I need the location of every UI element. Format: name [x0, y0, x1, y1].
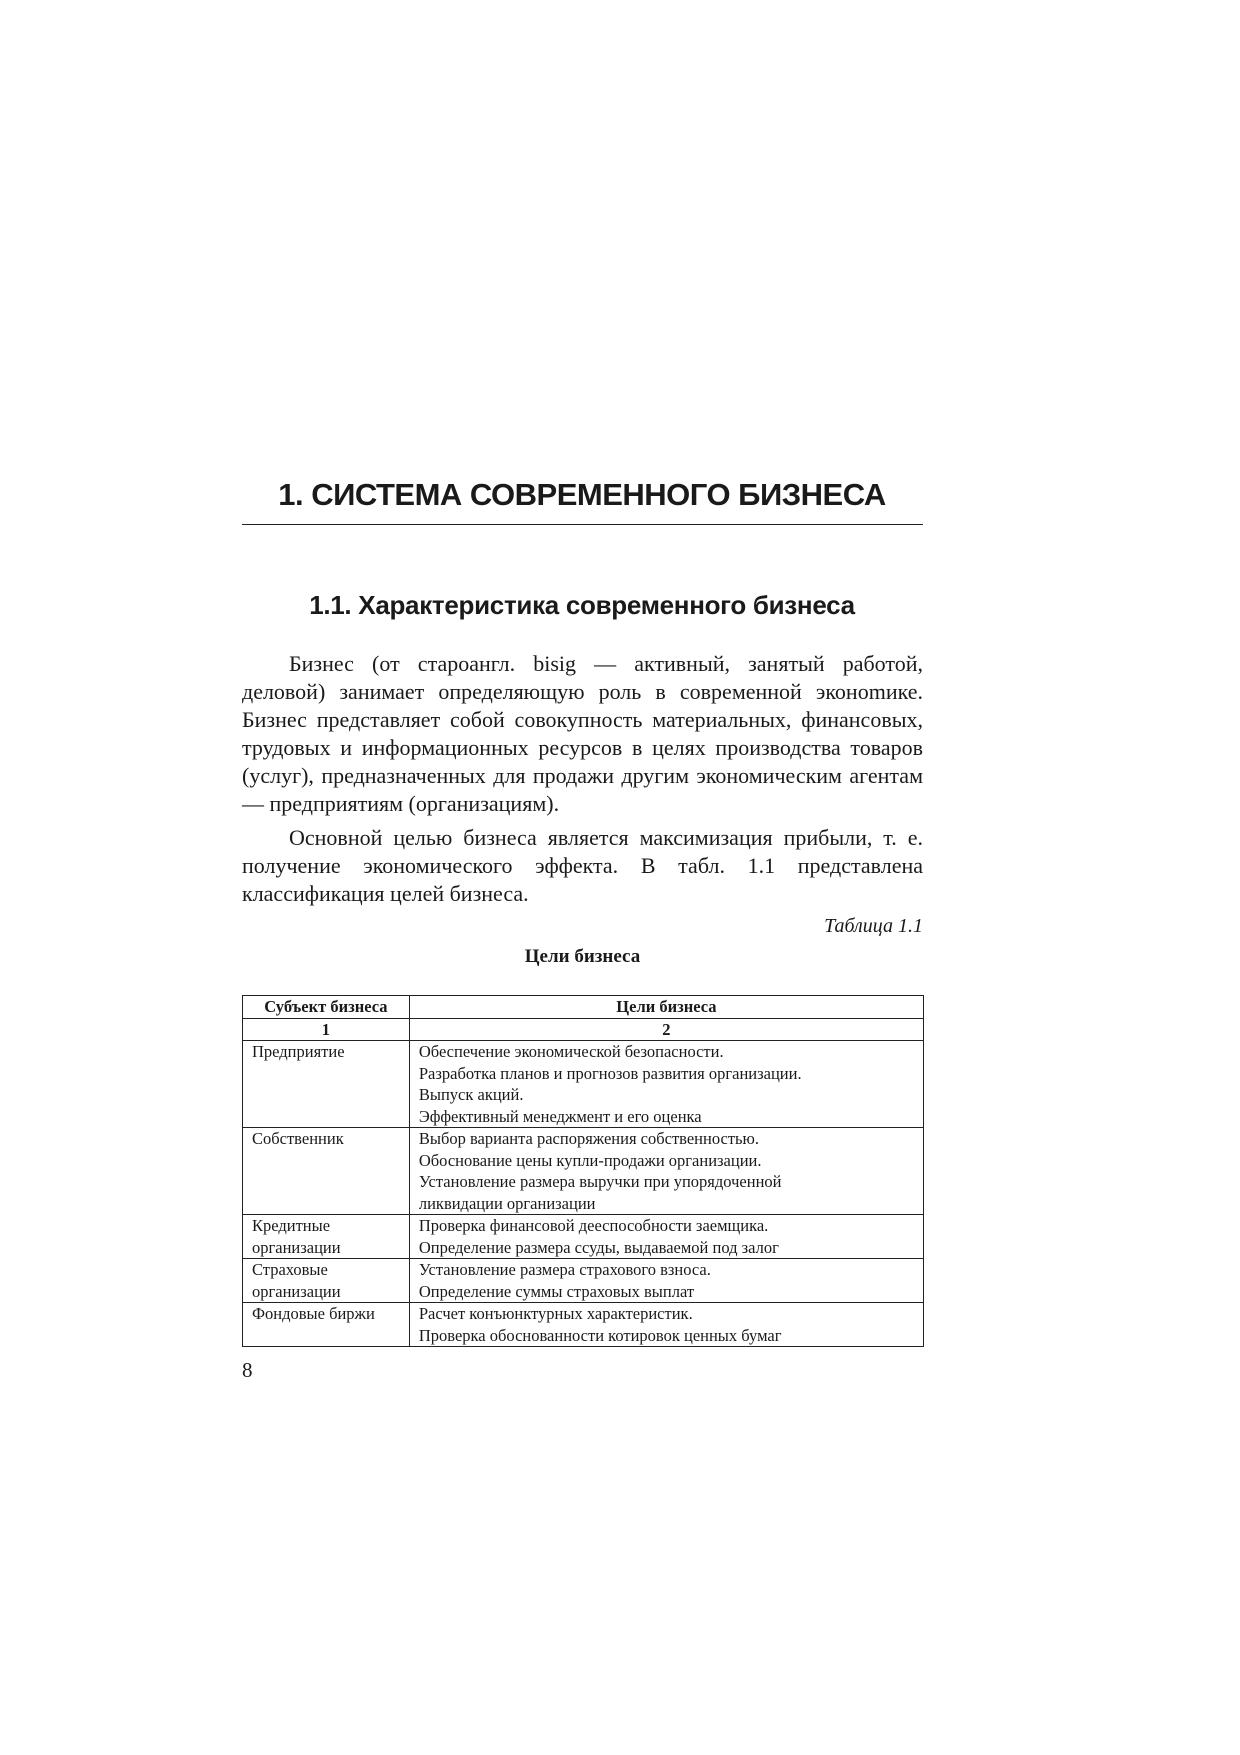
goal-item: Определение размера ссуды, выдаваемой под залог: [418, 1237, 779, 1257]
table-row: [243, 1215, 924, 1259]
table-row: [243, 1303, 924, 1347]
column-number-2: 2: [409, 1018, 923, 1041]
table-header-row: [243, 996, 924, 1019]
goal-item: Установление размера страхового взноса.: [418, 1260, 711, 1279]
goal-item: Проверка финансовой дееспособности заемщика.: [418, 1216, 769, 1235]
header-goals: Цели бизнеса: [409, 996, 923, 1019]
header-subject: Субъект бизнеса: [243, 996, 410, 1019]
goal-item: Проверка обоснованности котировок ценных бумаг: [418, 1325, 782, 1345]
body-text: [242, 650, 923, 908]
chapter-title: 1. СИСТЕМА СОВРЕМЕННОГО БИЗНЕСА: [278, 477, 886, 512]
table-column-numbers-row: [243, 1018, 924, 1041]
goal-item: Обеспечение экономической безопасности.: [418, 1042, 724, 1061]
table-title: Цели бизнеса: [524, 946, 641, 967]
subject-cell: Страховые организации: [243, 1259, 410, 1303]
goal-item: Разработка планов и прогнозов развития организации.: [418, 1063, 802, 1083]
section-title: 1.1. Характеристика современного бизнеса: [309, 590, 855, 620]
table-row: [243, 1259, 924, 1303]
column-number-1: 1: [243, 1018, 410, 1041]
goals-cell: [409, 1303, 923, 1347]
goals-cell: [409, 1215, 923, 1259]
page-number: 8: [242, 1358, 253, 1382]
goal-item: Установление размера выручки при упорядоченной: [418, 1172, 782, 1191]
goal-item: Расчет конъюнктурных характеристик.: [418, 1304, 693, 1323]
business-goals-table: [242, 995, 924, 1347]
chapter-divider: [242, 524, 923, 525]
goal-item: Выбор варианта распоряжения собственностью.: [418, 1129, 760, 1148]
goal-item: Выпуск акций.: [418, 1085, 524, 1104]
goal-item: Определение суммы страховых выплат: [418, 1281, 695, 1301]
subject-cell: Фондовые биржи: [243, 1303, 410, 1347]
goals-cell: [409, 1259, 923, 1303]
goal-item: ликвидации организации: [418, 1193, 596, 1213]
paragraph-1: Бизнес (от староангл. bisig — активный, занятый работой, деловой) занимает определяющую роль в современной эконоmике. Бизнес представляет собой совокупность материальных, финансовых, трудовых и информационных ресурсов в целях производства товаров (услуг), предназначенных для продажи другим экономическим агентам — предприятиям (организациям).: [242, 651, 923, 816]
table-row: [243, 1128, 924, 1215]
goal-item: Эффективный менеджмент и его оценка: [418, 1106, 702, 1126]
table-label: Таблица 1.1: [824, 915, 923, 937]
subject-cell: Собственник: [243, 1128, 410, 1215]
paragraph-2: Основной целью бизнеса является максимизация прибыли, т. е. получение экономического эффекта. В табл. 1.1 представлена классификация целей бизнеса.: [242, 825, 923, 906]
goals-cell: [409, 1041, 923, 1128]
table-row: [243, 1041, 924, 1128]
goal-item: Обоснование цены купли-продажи организации.: [418, 1150, 762, 1170]
goals-cell: [409, 1128, 923, 1215]
subject-cell: Кредитные организации: [243, 1215, 410, 1259]
subject-cell: Предприятие: [243, 1041, 410, 1128]
